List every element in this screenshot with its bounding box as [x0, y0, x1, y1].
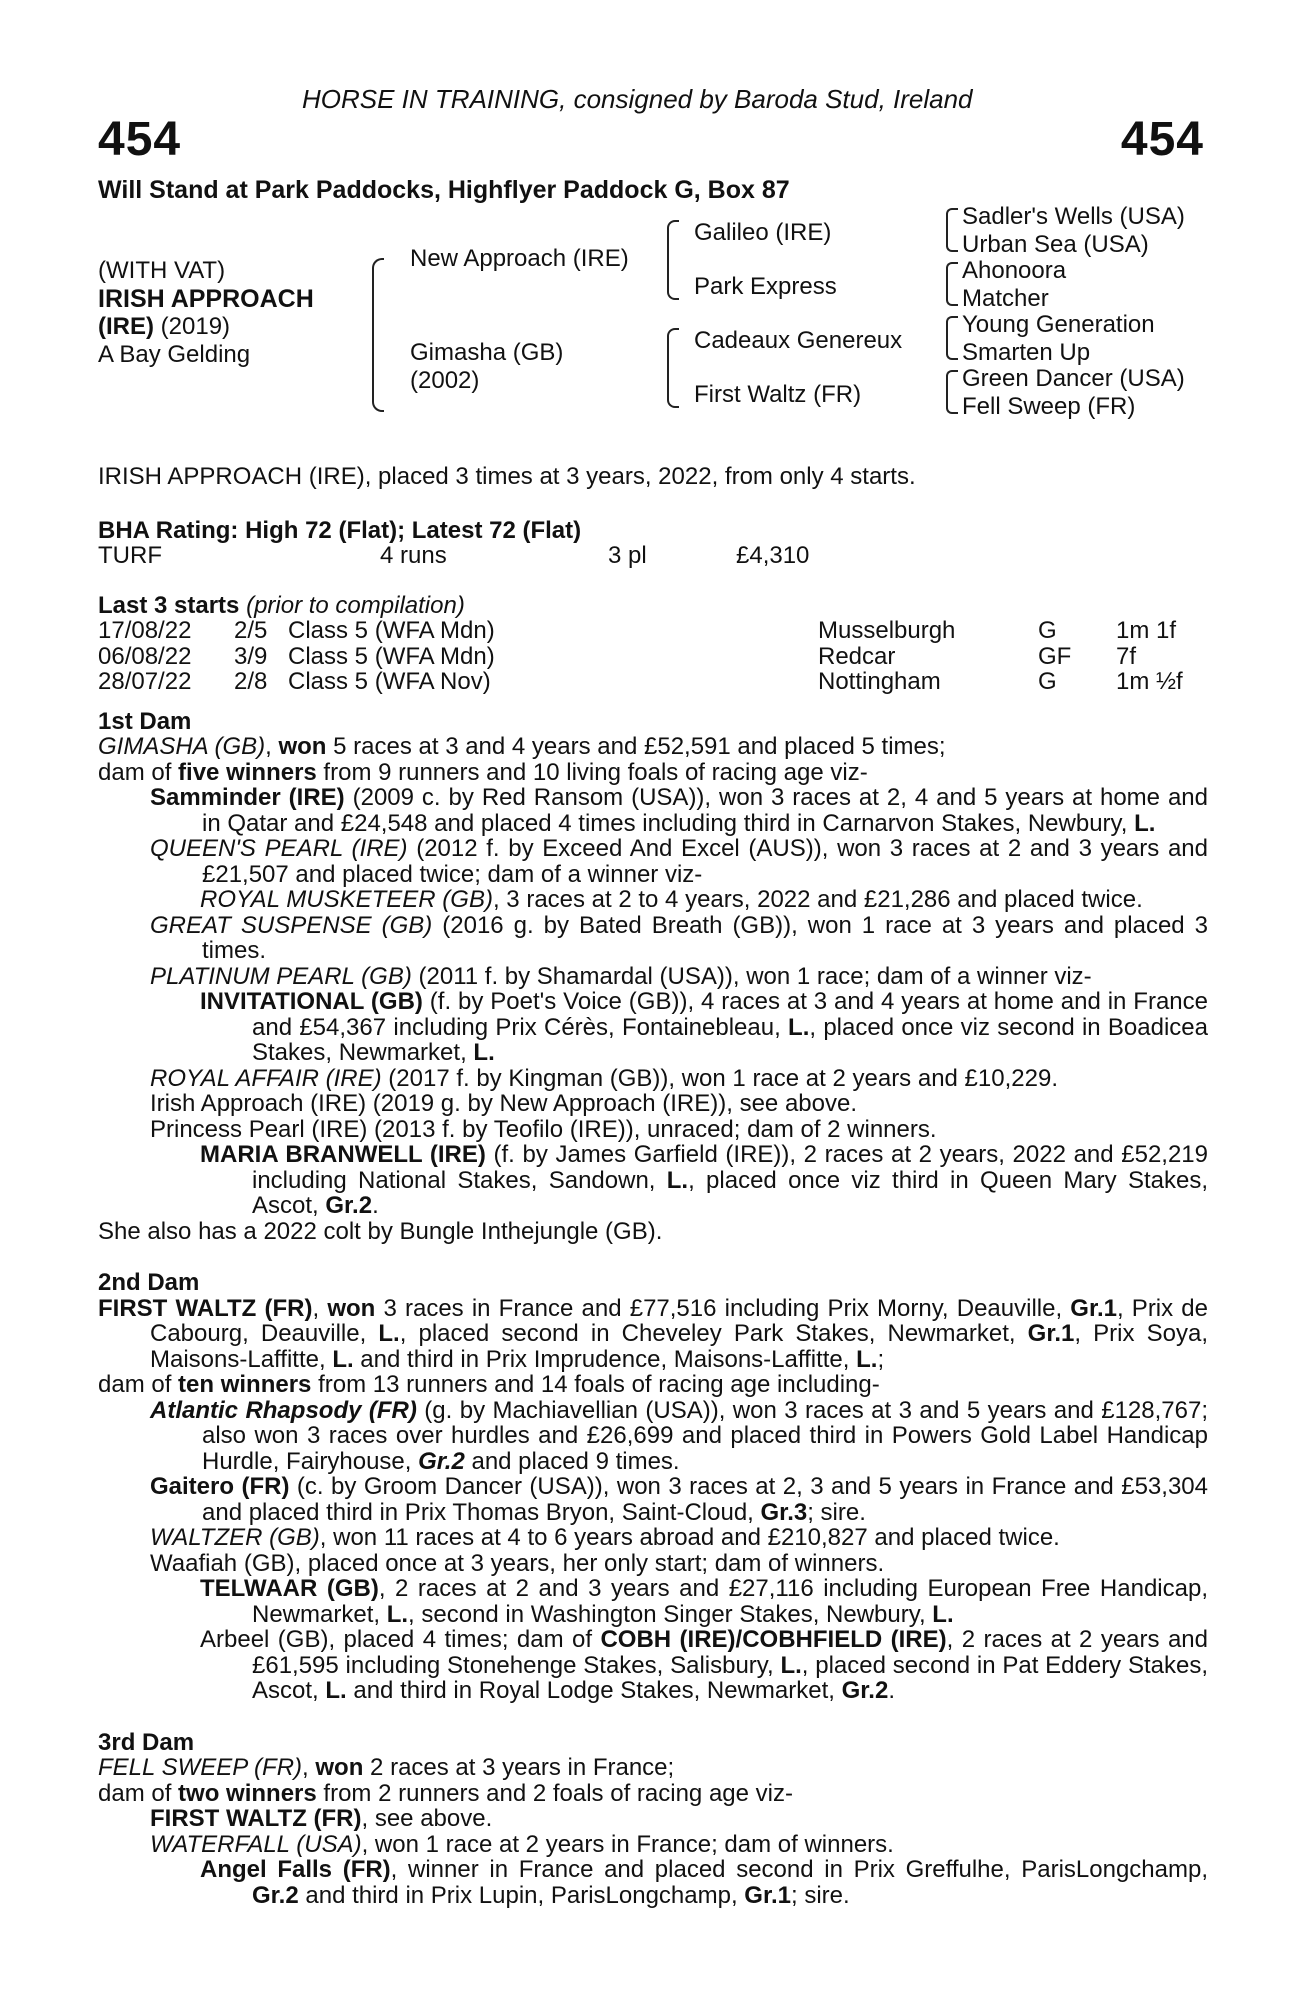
- dam2-line: FIRST WALTZ (FR), won 3 races in France and £77,516 including Prix Morny, Deauville, Gr.1, Prix de Cabourg, Deauville, L., placed second in Cheveley Park Stakes, Newmarket, Gr.1, Prix Soya, Maisons-Laffitte, L. and third in Prix Imprudence, Maisons-Laffitte, L.;: [98, 1294, 1208, 1373]
- stand-location: Will Stand at Park Paddocks, Highflyer Paddock G, Box 87: [98, 176, 790, 204]
- produce-entry: Atlantic Rhapsody (FR) (g. by Machiavellian (USA)), won 3 races at 3 and 5 years and £128,767; also won 3 races over hurdles and £26,699 and placed third in Powers Gold Label Handicap Hurdle, Fairyhouse, Gr.2 and placed 9 times.: [150, 1396, 1209, 1475]
- produce-entry: TELWAAR (GB), 2 races at 2 and 3 years and £27,116 including European Free Handicap, Newmarket, L., second in Washington Singer Stakes, Newbury, L.: [200, 1575, 1208, 1628]
- last-start-row: 28/07/22 2/8 Class 5 (WFA Nov) Nottingham G 1m ½f: [98, 668, 1183, 695]
- produce-entry: Angel Falls (FR), winner in France and placed second in Prix Greffulhe, ParisLongchamp, Gr.2 and third in Prix Lupin, ParisLongchamp, Gr.1; sire.: [200, 1856, 1208, 1909]
- produce-entry: Gaitero (FR) (c. by Groom Dancer (USA)), won 3 races at 2, 3 and 5 years in France and £53,304 and placed third in Prix Thomas Bryon, Saint-Cloud, Gr.3; sire.: [150, 1473, 1208, 1526]
- pedigree-brace-7: [946, 370, 958, 414]
- produce-entry: MARIA BRANWELL (IRE) (f. by James Garfield (IRE)), 2 races at 2 years, 2022 and £52,219 including National Stakes, Sandown, L., placed once viz third in Queen Mary Stakes, Ascot, Gr.2.: [200, 1141, 1209, 1219]
- pedigree-brace-5: [946, 262, 958, 306]
- dam-name: Gimasha (GB): [410, 339, 564, 366]
- dam-sire: Cadeaux Genereux: [694, 327, 903, 354]
- consignor-line: HORSE IN TRAINING, consigned by Baroda Stud, Ireland: [302, 84, 973, 114]
- produce-entry: FIRST WALTZ (FR), see above.: [150, 1805, 493, 1832]
- gen3-1: Sadler's Wells (USA): [962, 203, 1185, 230]
- gen3-5: Young Generation: [962, 311, 1155, 338]
- last-start-row: 06/08/22 3/9 Class 5 (WFA Mdn) Redcar GF 7f: [98, 642, 1137, 670]
- second-dam-heading: 2nd Dam: [98, 1269, 200, 1296]
- lot-number-left: 454: [98, 113, 182, 166]
- produce-entry: GREAT SUSPENSE (GB) (2016 g. by Bated Breath (GB)), won 1 race at 3 years and placed 3 times.: [150, 911, 1208, 964]
- horse-summary: IRISH APPROACH (IRE), placed 3 times at 3 years, 2022, from only 4 starts.: [98, 463, 916, 490]
- produce-entry: QUEEN'S PEARL (IRE) (2012 f. by Exceed And Excel (AUS)), won 3 races at 2 and 3 years and £21,507 and placed twice; dam of a winner viz-: [150, 835, 1208, 888]
- third-dam-heading: 3rd Dam: [98, 1728, 195, 1756]
- gen3-3: Ahonoora: [962, 257, 1067, 284]
- dam1-also: She also has a 2022 colt by Bungle Inthejungle (GB).: [98, 1217, 663, 1245]
- produce-entry: ROYAL AFFAIR (IRE) (2017 f. by Kingman (GB)), won 1 race at 2 years and £10,229.: [150, 1064, 1058, 1092]
- horse-name: IRISH APPROACH: [98, 285, 314, 313]
- gen3-2: Urban Sea (USA): [962, 231, 1149, 258]
- produce-entry: PLATINUM PEARL (GB) (2011 f. by Shamardal (USA)), won 1 race; dam of a winner viz-: [150, 962, 1092, 990]
- rating-title: BHA Rating: High 72 (Flat); Latest 72 (Flat): [98, 516, 582, 544]
- horse-description: A Bay Gelding: [98, 341, 251, 368]
- first-dam-heading: 1st Dam: [98, 707, 192, 735]
- sire-dam: Park Express: [694, 273, 837, 300]
- produce-entry: Waafiah (GB), placed once at 3 years, her only start; dam of winners.: [150, 1549, 885, 1577]
- pedigree-brace-2: [667, 220, 679, 300]
- pedigree-brace-4: [946, 208, 958, 252]
- gen3-4: Matcher: [962, 285, 1049, 312]
- pedigree-brace-1: [372, 258, 384, 412]
- gen3-7: Green Dancer (USA): [962, 365, 1185, 392]
- last-start-row: 17/08/22 2/5 Class 5 (WFA Mdn) Musselburgh G 1m 1f: [98, 617, 1177, 644]
- horse-origin-year: (IRE) (2019): [98, 313, 231, 340]
- dam3-produce-line: dam of two winners from 2 runners and 2 foals of racing age viz-: [98, 1779, 793, 1807]
- produce-entry: Irish Approach (IRE) (2019 g. by New Approach (IRE)), see above.: [150, 1090, 858, 1117]
- pedigree-brace-6: [946, 316, 958, 360]
- last-starts-title: Last 3 starts (prior to compilation): [98, 591, 465, 619]
- produce-entry: ROYAL MUSKETEER (GB), 3 races at 2 to 4 years, 2022 and £21,286 and placed twice.: [200, 886, 1143, 913]
- produce-entry: Arbeel (GB), placed 4 times; dam of COBH (IRE)/COBHFIELD (IRE), 2 races at 2 years and £61,595 including Stonehenge Stakes, Salisbury, L., placed second in Pat Eddery Stakes, Ascot, L. and third in Royal Lodge Stakes, Newmarket, Gr.2.: [200, 1626, 1208, 1704]
- dam-year: (2002): [410, 367, 480, 394]
- sire-name: New Approach (IRE): [410, 245, 629, 272]
- produce-entry: Princess Pearl (IRE) (2013 f. by Teofilo (IRE)), unraced; dam of 2 winners.: [150, 1115, 937, 1143]
- gen3-6: Smarten Up: [962, 339, 1091, 366]
- produce-entry: INVITATIONAL (GB) (f. by Poet's Voice (GB)), 4 races at 3 and 4 years at home and in France and £54,367 including Prix Cérès, Fontainebleau, L., placed once viz second in Boadicea Stakes, Newmarket, L.: [200, 988, 1208, 1066]
- pedigree-brace-3: [667, 328, 679, 408]
- sire-sire: Galileo (IRE): [694, 219, 832, 246]
- dam3-line: FELL SWEEP (FR), won 2 races at 3 years in France;: [98, 1754, 675, 1781]
- gen3-8: Fell Sweep (FR): [962, 393, 1136, 420]
- produce-entry: WALTZER (GB), won 11 races at 4 to 6 years abroad and £210,827 and placed twice.: [150, 1524, 1060, 1551]
- body-text: [98, 464, 1208, 1908]
- dam1-line: GIMASHA (GB), won 5 races at 3 and 4 years and £52,591 and placed 5 times;: [98, 733, 946, 760]
- dam2-produce-line: dam of ten winners from 13 runners and 14 foals of racing age including-: [98, 1371, 880, 1398]
- produce-entry: Samminder (IRE) (2009 c. by Red Ransom (USA)), won 3 races at 2, 4 and 5 years at home and in Qatar and £24,548 and placed 4 times including third in Carnarvon Stakes, Newbury, L.: [150, 784, 1209, 837]
- produce-entry: WATERFALL (USA), won 1 race at 2 years in France; dam of winners.: [150, 1830, 894, 1858]
- rating-row: TURF 4 runs 3 pl £4,310: [98, 542, 810, 569]
- vat-note: (WITH VAT): [98, 257, 226, 284]
- dam-dam: First Waltz (FR): [694, 381, 862, 408]
- lot-number-right: 454: [1120, 113, 1204, 166]
- dam1-produce-line: dam of five winners from 9 runners and 10 living foals of racing age viz-: [98, 758, 868, 786]
